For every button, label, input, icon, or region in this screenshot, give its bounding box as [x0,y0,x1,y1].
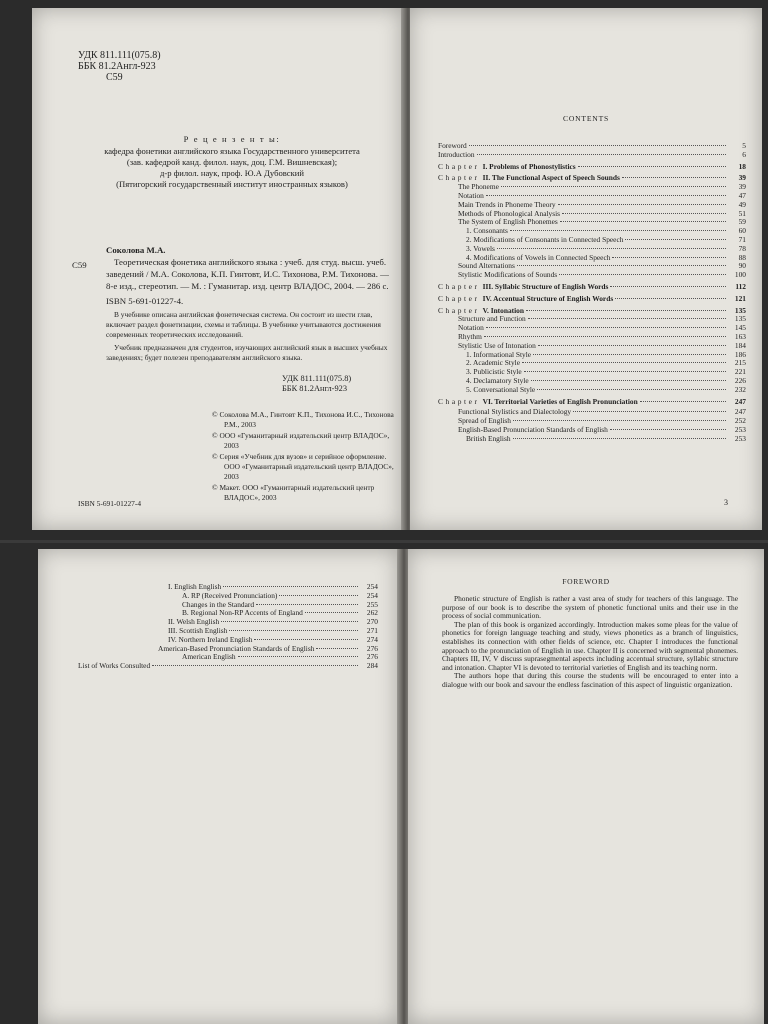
dot-leader [305,612,358,613]
foreword-page [408,549,764,1024]
dot-leader [510,230,726,231]
dot-leader [558,204,726,205]
dot-leader [477,154,726,155]
contents-entry-page: 145 [734,323,746,333]
contents-entry-page: 184 [734,340,746,350]
foreword-body [442,595,738,690]
copyright-line: © Серия «Учебник для вузов» и серийное оформление. ООО «Гуманитарный издательский центр ВЛАДОС», 2003 [212,452,394,481]
bibliographic-description: Теоретическая фонетика английского языка : учеб. для студ. высш. учеб. заведений / М.А. Соколова, К.П. Гинтовт, И.С. Тихонова, Р.М. Тихонова. — 8-е изд., стереотип. — М. : Гуманитар. изд. центр ВЛАДОС, 2004. — 286 с. [106,257,389,291]
foreword-paragraph: The authors hope that during this course the students will be encouraged to enter into a dialogue with our book and savour the endless fascination of this aspect of linguistic organization. [442,671,738,689]
bbk-code: ББК 81.2Англ-923 [78,61,156,72]
contents-entry-title: Changes in the Standard [182,599,255,609]
contents-continued-list [78,583,378,671]
dot-leader [223,586,358,587]
dot-leader [486,327,726,328]
dot-leader [522,362,726,363]
contents-entry-page: 39 [738,182,746,192]
contents-entry-title: Rhythm [458,331,482,341]
chapter-lead: Chapter [438,281,480,291]
contents-chapter-row [438,295,746,304]
card-author: Соколова М.А. [106,245,166,255]
contents-entry-page: 215 [734,358,746,368]
contents-entry-page: 254 [366,590,378,600]
contents-entry-title: IV. Accentual Structure of English Words [482,293,614,303]
foreword-paragraph: The plan of this book is organized accordingly. Introduction makes some pleas for the value of phonetics for foreign language teaching and study, views phonetics as a branch of linguistics, establishes its connection with other fields of science, etc. Chapter I introduces the functional approach to the pronunciation of English in use. Chapter II is concerned with segmental phonemes. Chapters III, IV, V discuss suprasegmental aspects including accentual structure, syllabic structure and intonation. Chapter VI is devoted to territorial varieties of English and its teaching norm. [442,619,738,672]
contents-entry-title: III. Scottish English [168,625,228,635]
dot-leader [513,420,726,421]
reviewers-heading: Р е ц е н з е н т ы: [183,134,281,144]
contents-row [438,142,746,151]
contents-entry-title: English-Based Pronunciation Standards of English [458,424,608,434]
reviewers-block [72,134,392,190]
contents-entry-title: Functional Stylistics and Dialectology [458,407,572,417]
contents-entry-page: 262 [366,608,378,618]
contents-entry-title: Methods of Phonological Analysis [458,208,561,218]
contents-entry-page: 252 [734,416,746,426]
dot-leader [229,630,358,631]
contents-entry-page: 112 [735,281,746,291]
contents-entry-title: B. Regional Non-RP Accents of England [182,608,303,618]
dot-leader [238,656,358,657]
contents-entry-page: 39 [738,173,746,183]
contents-entry-page: 276 [366,652,378,662]
dot-leader [256,604,358,605]
contents-entry-title: 3. Vowels [466,243,495,253]
contents-entry-page: 135 [734,305,746,315]
contents-entry-title: II. The Functional Aspect of Speech Sounds [482,173,620,183]
author-mark: С59 [106,72,123,83]
isbn-footer: ISBN 5-691-01227-4 [78,499,142,508]
contents-entry-title: American English [182,652,236,662]
contents-row [438,183,746,192]
contents-entry-title: I. English English [168,582,222,591]
contents-entry-page: 226 [734,375,746,385]
contents-entry-page: 247 [734,407,746,417]
abstract-paragraph: В учебнике описана английская фонетическая система. Он состоит из шести глав, включает раздел фонетизации, схемы и таблицы. В учебнике учитываются достижения современных теоретических исследований. [106,310,381,339]
dot-leader [537,389,726,390]
contents-entry-page: 60 [738,226,746,236]
contents-entry-title: 4. Declamatory Style [466,375,529,385]
contents-entry-page: 163 [734,331,746,341]
bbk-code: ББК 81.2Англ-923 [282,384,348,393]
contents-entry-title: A. RP (Received Pronunciation) [182,590,278,600]
contents-entry-page: 88 [738,252,746,262]
contents-entry-page: 121 [734,293,746,303]
chapter-lead: Chapter [438,396,480,406]
contents-entry-title: Structure and Function [458,314,526,324]
contents-entry-page: 253 [734,424,746,434]
contents-entry-page: 51 [738,208,746,218]
bottom-spread [0,543,768,1024]
dot-leader [528,318,726,319]
contents-entry-title: British English [466,433,511,443]
contents-entry-page: 135 [734,314,746,324]
udk-right-block [282,374,351,394]
copyright-block [210,410,402,504]
contents-entry-page: 78 [738,243,746,253]
dot-leader [497,248,726,249]
foreword-paragraph: Phonetic structure of English is rather a vast area of study for teachers of this language. The purpose of our book is to describe the system of phonetic functional units and their use in the process of social communication. [442,594,738,621]
contents-entry-title: Introduction [438,149,475,159]
contents-entry-title: The System of English Phonemes [458,217,558,227]
page-number: 3 [724,498,728,507]
contents-entry-page: 100 [734,270,746,280]
contents-entry-page: 284 [366,661,378,671]
udk-code: УДК 811.111(075.8) [282,374,352,383]
dot-leader [526,310,726,311]
contents-chapter-row [438,163,746,172]
contents-row [78,618,378,627]
contents-entry-page: 6 [742,149,746,159]
dot-leader [573,411,726,412]
contents-entry-page: 47 [738,190,746,200]
contents-title: CONTENTS [562,114,610,123]
dot-leader [640,401,726,402]
contents-entry-page: 270 [366,617,378,627]
contents-entry-title: 4. Modifications of Vowels in Connected Speech [466,252,611,262]
dot-leader [316,648,358,649]
dot-leader [513,438,726,439]
reviewer-line: (Пятигорский государственный институт иностранных языков) [116,179,348,189]
chapter-lead: Chapter [438,305,480,315]
chapter-lead: Chapter [438,161,480,171]
reviewer-line: (зав. кафедрой канд. филол. наук, доц. Г.М. Вишневская); [126,157,338,167]
contents-entry-title: 2. Modifications of Consonants in Connected Speech [466,234,624,244]
chapter-lead: Chapter [438,173,480,183]
contents-entry-page: 221 [734,367,746,377]
copyright-line: © Макет. ООО «Гуманитарный издательский центр ВЛАДОС», 2003 [212,483,375,502]
contents-entry-title: Foreword [438,141,467,150]
dot-leader [622,177,726,178]
reviewer-line: д-р филол. наук, проф. Ю.А Дубовский [160,168,304,178]
contents-page [410,8,762,530]
contents-entry-page: 49 [738,199,746,209]
contents-entry-title: III. Syllabic Structure of English Words [482,281,609,291]
dot-leader [254,639,358,640]
dot-leader [517,265,726,266]
contents-entry-title: Stylistic Modifications of Sounds [458,270,558,280]
dot-leader [610,429,726,430]
contents-entry-title: Sound Alternations [458,261,515,271]
contents-entry-page: 255 [366,599,378,609]
contents-entry-title: American-Based Pronunciation Standards of English [158,643,315,653]
contents-entry-page: 253 [734,433,746,443]
copyright-line: © ООО «Гуманитарный издательский центр ВЛАДОС», 2003 [212,431,390,450]
dot-leader [524,371,726,372]
contents-entry-title: VI. Territorial Varieties of English Pronunciation [482,396,638,406]
contents-continued-page [38,549,398,1024]
dot-leader [625,239,726,240]
contents-entry-title: 5. Conversational Style [466,384,536,394]
contents-entry-title: List of Works Consulted [78,661,151,671]
dot-leader [533,354,726,355]
contents-entry-page: 90 [738,261,746,271]
contents-entry-page: 254 [366,582,378,591]
contents-entry-title: Notation [458,323,484,333]
contents-chapter-row [438,398,746,407]
card-code: С59 [72,260,87,270]
contents-entry-title: 1. Informational Style [466,349,532,359]
contents-row [438,435,746,444]
contents-entry-page: 276 [366,643,378,653]
contents-entry-page: 71 [738,234,746,244]
contents-entry-page: 274 [366,634,378,644]
contents-entry-title: Spread of English [458,416,511,426]
contents-entry-title: IV. Northern Ireland English [168,634,253,644]
contents-entry-page: 247 [734,396,746,406]
contents-entry-title: The Phoneme [458,182,499,192]
imprint-page [32,8,402,530]
contents-entry-title: Stylistic Use of Intonation [458,340,536,350]
dot-leader [152,665,358,666]
contents-entry-title: Notation [458,190,484,200]
dot-leader [538,345,726,346]
contents-entry-page: 186 [734,349,746,359]
dot-leader [486,195,726,196]
contents-row [78,662,378,671]
contents-entry-title: I. Problems of Phonostylistics [482,161,576,171]
reviewer-line: кафедра фонетики английского языка Государственного университета [104,146,360,156]
dot-leader [279,595,358,596]
contents-row [438,151,746,160]
dot-leader [612,257,726,258]
contents-row [438,324,746,333]
contents-entry-title: 2. Academic Style [466,358,520,368]
dot-leader [484,336,726,337]
copyright-line: © Соколова М.А., Гинтовт К.П., Тихонова И.С., Тихонова Р.М., 2003 [212,410,394,429]
contents-row [438,386,746,395]
contents-chapter-row [438,283,746,292]
contents-row [438,315,746,324]
library-card [72,244,390,363]
udk-code: УДК 811.111(075.8) [78,50,161,61]
contents-entry-title: 1. Consonants [466,226,508,236]
dot-leader [221,621,358,622]
contents-entry-page: 59 [738,217,746,227]
dot-leader [531,380,726,381]
contents-entry-page: 5 [742,141,746,150]
card-isbn: ISBN 5-691-01227-4. [106,296,184,306]
classification-codes [78,50,161,83]
dot-leader [610,286,726,287]
contents-entry-title: 3. Publicistic Style [466,367,522,377]
dot-leader [501,186,726,187]
dot-leader [578,166,726,167]
chapter-lead: Chapter [438,293,480,303]
dot-leader [559,274,726,275]
contents-row [78,609,378,618]
contents-list [438,142,746,444]
contents-entry-title: II. Welsh English [168,617,220,627]
abstract-paragraph: Учебник предназначен для студентов, изучающих английский язык в высших учебных заведениях; будет полезен преподавателям английского языка. [106,343,388,362]
contents-entry-page: 232 [734,384,746,394]
contents-row [438,271,746,280]
dot-leader [469,145,726,146]
foreword-title: FOREWORD [562,577,610,586]
contents-entry-title: V. Intonation [482,305,524,315]
dot-leader [615,298,726,299]
contents-entry-page: 18 [738,161,746,171]
dot-leader [562,213,726,214]
contents-entry-title: Main Trends in Phoneme Theory [458,199,556,209]
contents-entry-page: 271 [366,625,378,635]
dot-leader [560,221,726,222]
